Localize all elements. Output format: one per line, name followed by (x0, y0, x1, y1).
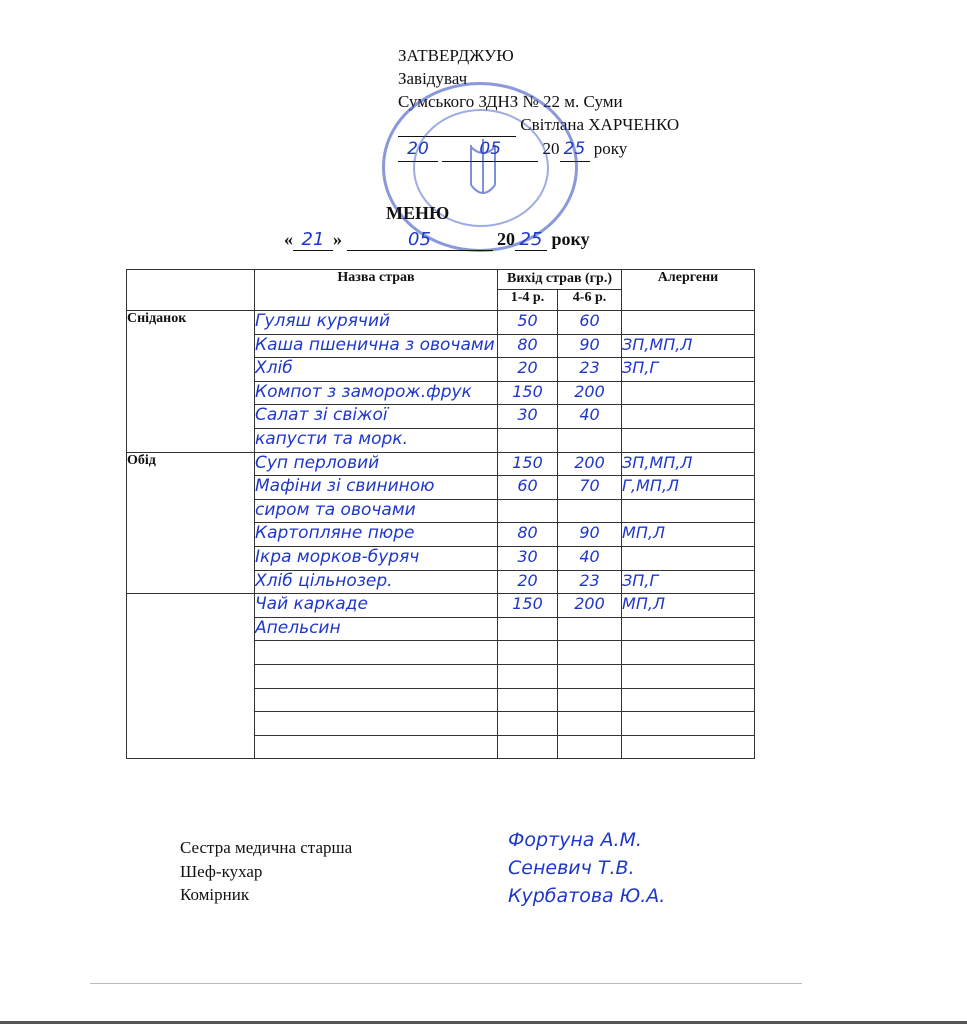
dish-cell: Мафіни зі свининою (255, 476, 498, 500)
role-storekeeper: Комірник (180, 885, 250, 904)
menu-year-word: року (551, 229, 590, 249)
role-chef: Шеф-кухар (180, 861, 263, 881)
menu-title: МЕНЮ (386, 203, 450, 223)
allergens-cell: МП,Л (622, 594, 755, 618)
qty-4-6-cell (558, 617, 622, 641)
allergens-cell (622, 688, 755, 712)
qty-1-4-cell: 20 (498, 358, 558, 382)
qty-1-4-cell: 80 (498, 334, 558, 358)
dish-cell (255, 641, 498, 665)
approval-institution: Сумського ЗДНЗ № 22 м. Суми (398, 92, 623, 111)
approval-day: 20 (398, 138, 438, 162)
table-row (127, 452, 755, 476)
qty-1-4-cell: 30 (498, 405, 558, 429)
allergens-cell (622, 735, 755, 759)
signature-storekeeper: Курбатова Ю.А. (508, 885, 666, 907)
age-1-4-header: 1-4 р. (498, 290, 558, 311)
meal-label-lunch: Обід (127, 452, 255, 594)
dish-cell (255, 688, 498, 712)
allergens-cell (622, 712, 755, 736)
table-row (127, 594, 755, 618)
menu-day: 21 (293, 229, 333, 251)
role-nurse: Сестра медична старша (180, 838, 353, 857)
qty-4-6-cell: 200 (558, 381, 622, 405)
meal-label-empty (127, 594, 255, 759)
approval-name: Світлана ХАРЧЕНКО (520, 115, 680, 134)
dish-cell: Хліб цільнозер. (255, 570, 498, 594)
qty-4-6-cell (558, 735, 622, 759)
qty-4-6-cell: 60 (558, 311, 622, 335)
dish-cell: Картопляне пюре (255, 523, 498, 547)
signature-names (508, 826, 665, 910)
allergens-cell (622, 641, 755, 665)
approval-title: ЗАТВЕРДЖУЮ (398, 46, 514, 65)
qty-1-4-cell: 50 (498, 311, 558, 335)
qty-4-6-cell: 23 (558, 358, 622, 382)
dish-cell (255, 712, 498, 736)
qty-4-6-cell: 200 (558, 594, 622, 618)
menu-year-suffix: 25 (515, 229, 547, 251)
menu-month: 05 (347, 229, 493, 251)
allergens-cell: ЗП,Г (622, 570, 755, 594)
qty-4-6-cell: 200 (558, 452, 622, 476)
qty-4-6-cell: 90 (558, 523, 622, 547)
dish-cell: Ікра морков-буряч (255, 546, 498, 570)
menu-year-prefix: 20 (497, 229, 515, 249)
allergens-cell (622, 381, 755, 405)
allergens-cell (622, 405, 755, 429)
qty-1-4-cell: 150 (498, 452, 558, 476)
dish-cell: Апельсин (255, 617, 498, 641)
qty-4-6-cell (558, 428, 622, 452)
allergens-column-header: Алергени (622, 270, 755, 311)
qty-1-4-cell: 20 (498, 570, 558, 594)
menu-table-body (127, 311, 755, 759)
approval-position: Завідувач (398, 69, 468, 88)
age-4-6-header: 4-6 р. (558, 290, 622, 311)
qty-1-4-cell (498, 499, 558, 523)
dish-cell: капусти та морк. (255, 428, 498, 452)
approval-year-prefix: 20 (542, 139, 560, 158)
signature-roles (180, 836, 352, 907)
allergens-cell: ЗП,МП,Л (622, 334, 755, 358)
qty-1-4-cell (498, 641, 558, 665)
official-seal-stamp (382, 82, 578, 252)
meal-label-breakfast: Сніданок (127, 311, 255, 453)
qty-4-6-cell (558, 664, 622, 688)
dish-cell: Салат зі свіжої (255, 405, 498, 429)
dish-cell: Гуляш курячий (255, 311, 498, 335)
allergens-cell (622, 428, 755, 452)
qty-1-4-cell (498, 664, 558, 688)
signature-nurse: Фортуна А.М. (508, 829, 642, 851)
dish-cell: Каша пшенична з овочами (255, 334, 498, 358)
allergens-cell: Г,МП,Л (622, 476, 755, 500)
qty-1-4-cell (498, 688, 558, 712)
menu-open-quote: « (284, 229, 293, 249)
qty-1-4-cell: 30 (498, 546, 558, 570)
output-column-header: Вихід страв (гр.) (498, 270, 622, 290)
meal-column-header (127, 270, 255, 311)
allergens-cell (622, 664, 755, 688)
menu-close-quote: » (333, 229, 342, 249)
allergens-cell (622, 499, 755, 523)
qty-4-6-cell: 40 (558, 546, 622, 570)
allergens-cell: ЗП,МП,Л (622, 452, 755, 476)
qty-4-6-cell (558, 688, 622, 712)
dish-column-header: Назва страв (255, 270, 498, 311)
allergens-cell (622, 311, 755, 335)
qty-1-4-cell (498, 428, 558, 452)
qty-1-4-cell (498, 617, 558, 641)
qty-1-4-cell: 150 (498, 594, 558, 618)
qty-1-4-cell: 60 (498, 476, 558, 500)
qty-4-6-cell: 90 (558, 334, 622, 358)
qty-1-4-cell (498, 735, 558, 759)
qty-1-4-cell (498, 712, 558, 736)
dish-cell: Компот з заморож.фрук (255, 381, 498, 405)
dish-cell (255, 735, 498, 759)
dish-cell: Хліб (255, 358, 498, 382)
dish-cell: Чай каркаде (255, 594, 498, 618)
dish-cell: Суп перловий (255, 452, 498, 476)
page-divider (90, 983, 802, 984)
qty-4-6-cell (558, 712, 622, 736)
allergens-cell (622, 617, 755, 641)
qty-4-6-cell: 40 (558, 405, 622, 429)
qty-4-6-cell: 70 (558, 476, 622, 500)
approval-month: 05 (442, 138, 538, 162)
menu-table (126, 269, 755, 759)
allergens-cell: ЗП,Г (622, 358, 755, 382)
allergens-cell (622, 546, 755, 570)
dish-cell (255, 664, 498, 688)
dish-cell: сиром та овочами (255, 499, 498, 523)
qty-1-4-cell: 80 (498, 523, 558, 547)
allergens-cell: МП,Л (622, 523, 755, 547)
approval-year-suffix: 25 (560, 138, 590, 162)
signature-chef: Сеневич Т.В. (508, 857, 635, 879)
table-row (127, 311, 755, 335)
menu-date (284, 229, 590, 251)
qty-1-4-cell: 150 (498, 381, 558, 405)
approval-year-word: року (593, 139, 628, 158)
qty-4-6-cell (558, 641, 622, 665)
qty-4-6-cell: 23 (558, 570, 622, 594)
qty-4-6-cell (558, 499, 622, 523)
